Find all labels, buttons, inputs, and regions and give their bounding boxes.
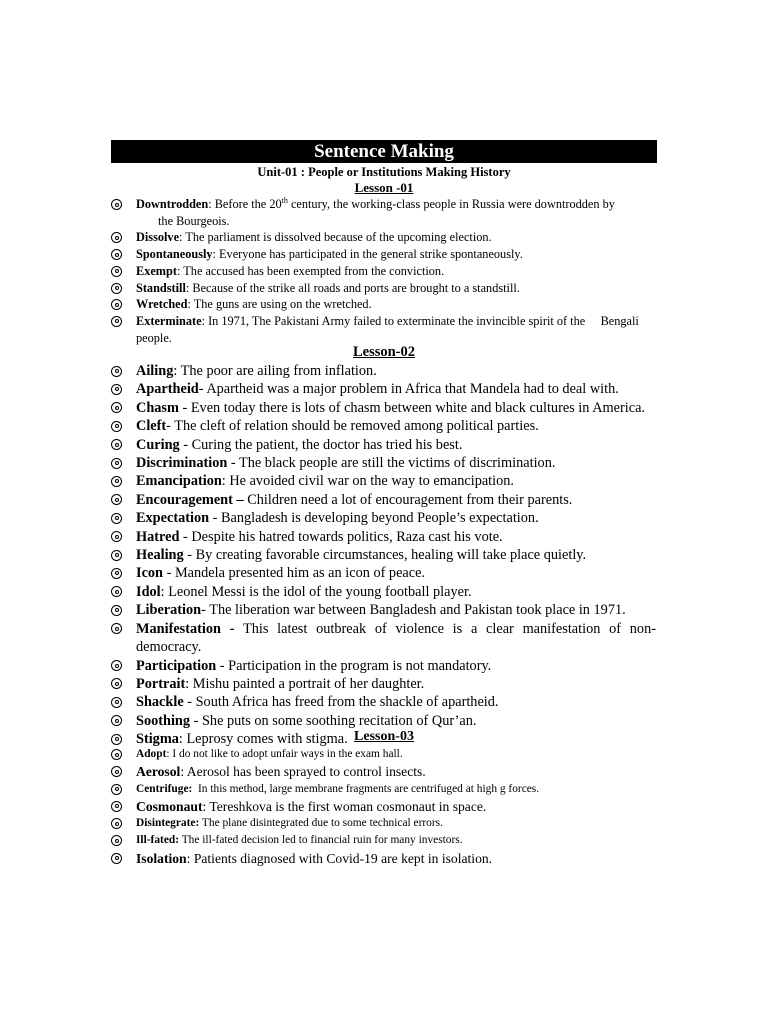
list-item: [0, 620, 768, 657]
circle-bullet-icon: [111, 853, 122, 864]
term: Cleft: [136, 418, 167, 435]
list-item: Portrait: Mishu painted a portrait of her daughter.: [0, 675, 768, 693]
term: Healing: [136, 547, 184, 564]
list-item: Hatred - Despite his hatred towards politics, Raza cast his vote.: [0, 528, 768, 546]
sentence: By creating favorable circumstances, healing will take place quietly.: [195, 547, 587, 564]
term: Exterminate: [136, 313, 202, 328]
circle-bullet-icon: [111, 531, 122, 542]
circle-bullet-icon: [111, 366, 122, 377]
circle-bullet-icon: [111, 232, 122, 243]
list-item: Ailing: The poor are ailing from inflation.: [0, 362, 768, 380]
term: Icon: [136, 565, 164, 582]
term: Encouragement –: [136, 491, 244, 508]
term: Ailing: [136, 363, 174, 379]
term: Manifestation -: [136, 620, 235, 637]
circle-bullet-icon: [111, 402, 122, 413]
list-item: Soothing - She puts on some soothing recitation of Qur’an.: [0, 712, 768, 730]
circle-bullet-icon: [111, 513, 122, 524]
sentence: In 1971, The Pakistani Army failed to exterminate the invincible spirit of the Bengali people.: [136, 313, 642, 345]
term: Apartheid: [136, 381, 199, 398]
list-item: Idol: Leonel Messi is the idol of the young football player.: [0, 583, 768, 601]
term: Downtrodden: [136, 197, 209, 211]
circle-bullet-icon: [111, 266, 122, 277]
lesson-02-heading: Lesson-02: [352, 344, 416, 360]
term: Chasm: [136, 399, 179, 416]
circle-bullet-icon: [111, 784, 122, 795]
lesson-01-list: [0, 196, 768, 346]
circle-bullet-icon: [111, 678, 122, 689]
circle-bullet-icon: [111, 586, 122, 597]
circle-bullet-icon: [111, 316, 122, 327]
term: Participation: [136, 657, 217, 674]
sentence: Even today there is lots of chasm between white and black cultures in America.: [190, 399, 646, 416]
sentence: Everyone has participated in the general strike spontaneously.: [219, 247, 523, 262]
list-item: Exterminate: In 1971, The Pakistani Army failed to exterminate the invincible spirit of the Bengali people.: [0, 313, 768, 346]
sentence-continuation: the Bourgeois.: [158, 213, 230, 228]
circle-bullet-icon: [111, 697, 122, 708]
circle-bullet-icon: [111, 299, 122, 310]
sentence: century, the working-class people in Russia were downtrodden by: [287, 197, 615, 211]
circle-bullet-icon: [111, 249, 122, 260]
term: Soothing: [136, 712, 191, 729]
sentence: Curing the patient, the doctor has tried his best.: [191, 436, 463, 453]
sentence: In this method, large membrane fragments are centrifuged at high g forces.: [198, 782, 540, 795]
list-item: Liberation- The liberation war between Bangladesh and Pakistan took place in 1971.: [0, 601, 768, 619]
sentence: Children need a lot of encouragement from their parents.: [247, 491, 573, 508]
term: Dissolve: [136, 230, 180, 245]
list-item: Cosmonaut: Tereshkova is the first woman cosmonaut in space.: [0, 798, 768, 815]
sentence: Participation in the program is not mandatory.: [228, 657, 492, 674]
list-item: Cleft- The cleft of relation should be removed among political parties.: [0, 417, 768, 435]
term: Curing: [136, 436, 180, 453]
sentence: The plane disintegrated due to some technical errors.: [201, 817, 443, 830]
circle-bullet-icon: [111, 835, 122, 846]
lesson-01-heading: Lesson -01: [354, 180, 414, 195]
list-item: Exempt: The accused has been exempted from the conviction.: [0, 263, 768, 280]
circle-bullet-icon: [111, 384, 122, 395]
list-item: [0, 832, 768, 849]
circle-bullet-icon: [111, 749, 122, 760]
sentence: Tereshkova is the first woman cosmonaut in space.: [209, 798, 487, 814]
sentence: Despite his hatred towards politics, Raza cast his vote.: [191, 528, 503, 545]
circle-bullet-icon: [111, 550, 122, 561]
circle-bullet-icon: [111, 458, 122, 469]
circle-bullet-icon: [111, 818, 122, 829]
term: Isolation: [136, 850, 187, 866]
term: Ill-fated:: [136, 834, 180, 847]
term: Idol: [136, 583, 161, 600]
unit-heading: Unit-01 : People or Institutions Making History: [257, 165, 511, 179]
list-item: Apartheid- Apartheid was a major problem in Africa that Mandela had to deal with.: [0, 380, 768, 398]
list-item: Participation - Participation in the program is not mandatory.: [0, 657, 768, 675]
sentence: Leprosy comes with stigma.: [186, 731, 348, 748]
circle-bullet-icon: [111, 605, 122, 616]
circle-bullet-icon: [111, 476, 122, 487]
term: Centrifuge:: [136, 782, 193, 795]
list-item: [0, 491, 768, 509]
sentence: Patients diagnosed with Covid-19 are kept in isolation.: [193, 850, 493, 866]
list-item: Spontaneously: Everyone has participated in the general strike spontaneously.: [0, 246, 768, 263]
list-item: Aerosol: Aerosol has been sprayed to control insects.: [0, 763, 768, 780]
sentence: The parliament is dissolved because of the upcoming election.: [185, 230, 492, 245]
circle-bullet-icon: [111, 715, 122, 726]
sentence: Mishu painted a portrait of her daughter.: [192, 675, 425, 692]
term: Standstill: [136, 280, 186, 295]
sentence: South Africa has freed from the shackle of apartheid.: [195, 694, 499, 711]
sentence: The accused has been exempted from the conviction.: [183, 263, 445, 278]
superscript: th: [281, 195, 288, 205]
list-item: Discrimination - The black people are still the victims of discrimination.: [0, 454, 768, 472]
page-title: Sentence Making: [111, 140, 657, 163]
lesson-03-heading: Lesson-03: [354, 729, 414, 744]
list-item: Stigma: Leprosy comes with stigma.: [0, 730, 768, 748]
circle-bullet-icon: [111, 660, 122, 671]
list-item: Chasm - Even today there is lots of chasm between white and black cultures in America.: [0, 399, 768, 417]
list-item: Curing - Curing the patient, the doctor has tried his best.: [0, 436, 768, 454]
circle-bullet-icon: [111, 766, 122, 777]
list-item: Dissolve: The parliament is dissolved because of the upcoming election.: [0, 229, 768, 246]
list-item: Emancipation: He avoided civil war on the way to emancipation.: [0, 472, 768, 490]
term: Discrimination: [136, 455, 228, 472]
term: Aerosol: [136, 764, 181, 780]
circle-bullet-icon: [111, 439, 122, 450]
sentence: Because of the strike all roads and ports are brought to a standstill.: [192, 280, 520, 295]
sentence: Leonel Messi is the idol of the young football player.: [168, 583, 472, 600]
list-item: Wretched: The guns are using on the wretched.: [0, 296, 768, 313]
sentence: Before the 20: [214, 197, 282, 211]
sentence: The ill-fated decision led to financial ruin for many investors.: [181, 834, 463, 847]
sentence: The guns are using on the wretched.: [193, 297, 372, 312]
sentence: The black people are still the victims of discrimination.: [239, 455, 556, 472]
list-item: Shackle - South Africa has freed from the shackle of apartheid.: [0, 693, 768, 711]
sentence: Aerosol has been sprayed to control insects.: [186, 764, 426, 780]
sentence: This latest outbreak of violence is a clear manifestation of non-democracy.: [136, 620, 656, 656]
circle-bullet-icon: [111, 283, 122, 294]
lesson-03-list: [0, 746, 768, 867]
term: Adopt: [136, 748, 167, 760]
sentence: The liberation war between Bangladesh and Pakistan took place in 1971.: [209, 602, 626, 619]
list-item: Icon - Mandela presented him as an icon of peace.: [0, 564, 768, 582]
circle-bullet-icon: [111, 801, 122, 812]
circle-bullet-icon: [111, 421, 122, 432]
term: Portrait: [136, 675, 186, 692]
list-item: Downtrodden: Before the 20th century, the working-class people in Russia were downtrodden by the Bourgeois.: [0, 196, 768, 229]
sentence: He avoided civil war on the way to emancipation.: [229, 473, 514, 490]
sentence: She puts on some soothing recitation of Qur’an.: [201, 712, 477, 729]
term: Spontaneously: [136, 247, 213, 262]
sentence: The poor are ailing from inflation.: [180, 363, 377, 379]
term: Shackle: [136, 694, 184, 711]
sentence: The cleft of relation should be removed among political parties.: [174, 418, 539, 435]
circle-bullet-icon: [111, 494, 122, 505]
term: Exempt: [136, 263, 177, 278]
term: Hatred: [136, 528, 180, 545]
term: Emancipation: [136, 473, 222, 490]
circle-bullet-icon: [111, 568, 122, 579]
list-item: [0, 781, 768, 798]
term: Disintegrate:: [136, 817, 200, 830]
sentence: Apartheid was a major problem in Africa that Mandela had to deal with.: [206, 381, 619, 398]
sentence: I do not like to adopt unfair ways in the exam hall.: [172, 748, 403, 760]
list-item: Adopt: I do not like to adopt unfair ways in the exam hall.: [0, 746, 768, 763]
list-item: Expectation - Bangladesh is developing beyond People’s expectation.: [0, 509, 768, 527]
lesson-02-list: [0, 362, 768, 749]
list-item: Standstill: Because of the strike all roads and ports are brought to a standstill.: [0, 280, 768, 297]
sentence: Mandela presented him as an icon of peace.: [174, 565, 426, 582]
circle-bullet-icon: [111, 199, 122, 210]
term: Wretched: [136, 297, 188, 312]
term: Expectation: [136, 510, 210, 527]
term: Cosmonaut: [136, 798, 203, 814]
list-item: Healing - By creating favorable circumstances, healing will take place quietly.: [0, 546, 768, 564]
sentence: Bangladesh is developing beyond People’s expectation.: [221, 510, 539, 527]
list-item: Isolation: Patients diagnosed with Covid-19 are kept in isolation.: [0, 850, 768, 867]
term: Stigma: [136, 731, 179, 748]
circle-bullet-icon: [111, 623, 122, 634]
term: Liberation: [136, 602, 202, 619]
list-item: [0, 815, 768, 832]
